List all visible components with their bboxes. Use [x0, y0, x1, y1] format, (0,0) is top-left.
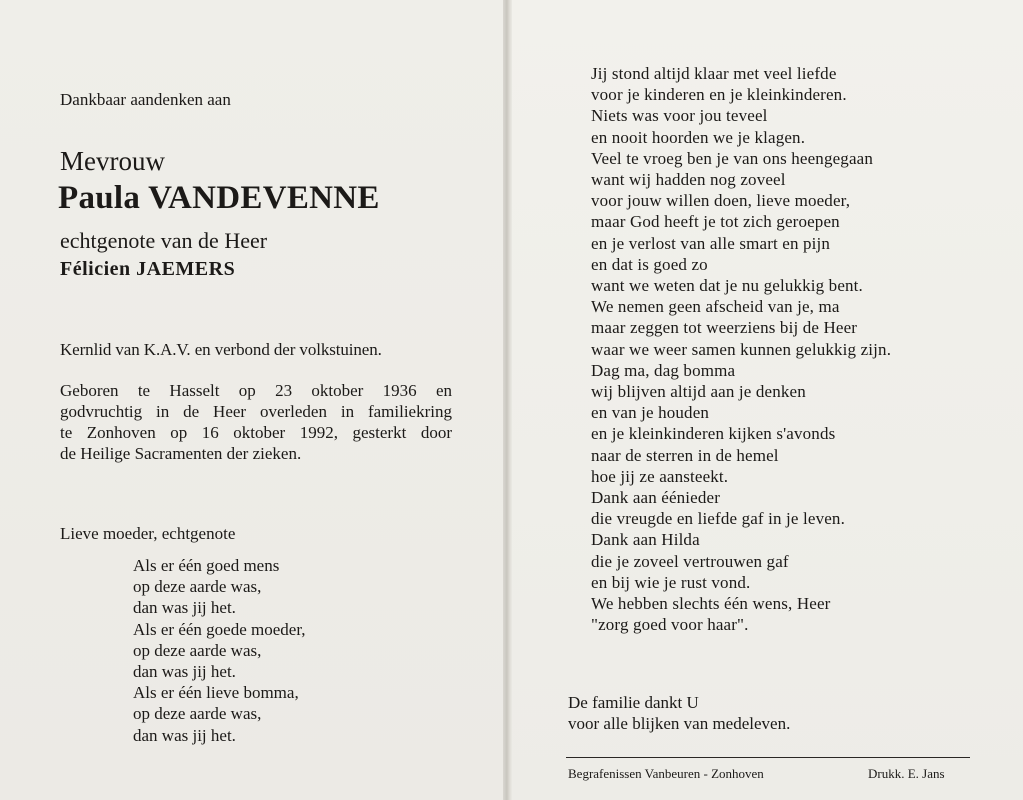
- poem-line: hoe jij ze aansteekt.: [591, 466, 729, 486]
- poem-line: "zorg goed voor haar".: [591, 615, 749, 635]
- poem-line: Als er één goed mens: [133, 556, 280, 575]
- poem-line: Niets was voor jou teveel: [591, 106, 768, 126]
- poem-line: en van je houden: [591, 403, 710, 423]
- closing-line: voor alle blijken van medeleven.: [568, 714, 791, 733]
- poem-line: en je kleinkinderen kijken s'avonds: [591, 424, 836, 444]
- poem-line: want we weten dat je nu gelukkig bent.: [591, 276, 863, 296]
- poem-line: op deze aarde was,: [133, 704, 262, 724]
- poem-line: en je verlost van alle smart en pijn: [591, 233, 831, 253]
- poem-line: en nooit hoorden we je klagen.: [591, 127, 806, 147]
- biography-line: te Zonhoven op 16 oktober 1992, gesterkt door: [60, 423, 452, 442]
- poem-line: waar we weer samen kunnen gelukkig zijn.: [591, 339, 892, 359]
- poem-line: Dank aan éénieder: [591, 488, 721, 508]
- deceased-name: Paula VANDEVENNE: [58, 180, 380, 216]
- poem-line: Als er één goede moeder,: [133, 619, 306, 639]
- poem-line: Veel te vroeg ben je van ons heengegaan: [591, 148, 873, 168]
- title-prefix: Mevrouw: [60, 146, 165, 176]
- biography-line: Geboren te Hasselt op 23 oktober 1936 en: [60, 381, 452, 400]
- spouse-intro: echtgenote van de Heer: [60, 228, 268, 253]
- poem-line: die vreugde en liefde gaf in je leven.: [591, 509, 845, 529]
- poem-line: We hebben slechts één wens, Heer: [591, 594, 831, 614]
- biography: [60, 380, 452, 464]
- closing-line: De familie dankt U: [568, 693, 699, 712]
- poem-line: wij blijven altijd aan je denken: [591, 382, 806, 402]
- poem-line: die je zoveel vertrouwen gaf: [591, 551, 789, 571]
- right-poem: [591, 63, 891, 635]
- poem-line: Dag ma, dag bomma: [591, 360, 736, 380]
- poem-line: dan was jij het.: [133, 725, 236, 745]
- poem-line: want wij hadden nog zoveel: [591, 170, 786, 190]
- poem-line: voor je kinderen en je kleinkinderen.: [591, 85, 847, 105]
- dedication-line: Dankbaar aandenken aan: [60, 90, 231, 109]
- poem-line: en bij wie je rust vond.: [591, 572, 751, 592]
- left-poem: [133, 555, 306, 746]
- funeral-home-credit: Begrafenissen Vanbeuren - Zonhoven: [568, 766, 764, 781]
- poem-line: Als er één lieve bomma,: [133, 683, 299, 703]
- poem-line: naar de sterren in de hemel: [591, 445, 779, 465]
- printer-credit: Drukk. E. Jans: [868, 766, 945, 781]
- poem-line: dan was jij het.: [133, 662, 236, 682]
- biography-line: godvruchtig in de Heer overleden in familiekring: [60, 402, 452, 421]
- biography-line: de Heilige Sacramenten der zieken.: [60, 444, 302, 463]
- poem-line: op deze aarde was,: [133, 577, 262, 597]
- membership-line: Kernlid van K.A.V. en verbond der volkstuinen.: [60, 340, 382, 359]
- poem-line: maar God heeft je tot zich geroepen: [591, 212, 840, 232]
- poem-line: Jij stond altijd klaar met veel liefde: [591, 64, 837, 83]
- family-thanks: [568, 692, 790, 734]
- poem-address: Lieve moeder, echtgenote: [60, 524, 236, 543]
- poem-line: en dat is goed zo: [591, 254, 708, 274]
- poem-line: voor jouw willen doen, lieve moeder,: [591, 191, 851, 211]
- poem-line: We nemen geen afscheid van je, ma: [591, 297, 840, 317]
- spouse-name: Félicien JAEMERS: [60, 258, 236, 280]
- footer-divider: [566, 757, 970, 758]
- poem-line: Dank aan Hilda: [591, 530, 700, 550]
- poem-line: dan was jij het.: [133, 598, 236, 618]
- poem-line: maar zeggen tot weerziens bij de Heer: [591, 318, 858, 338]
- poem-line: op deze aarde was,: [133, 640, 262, 660]
- left-panel: [0, 0, 505, 800]
